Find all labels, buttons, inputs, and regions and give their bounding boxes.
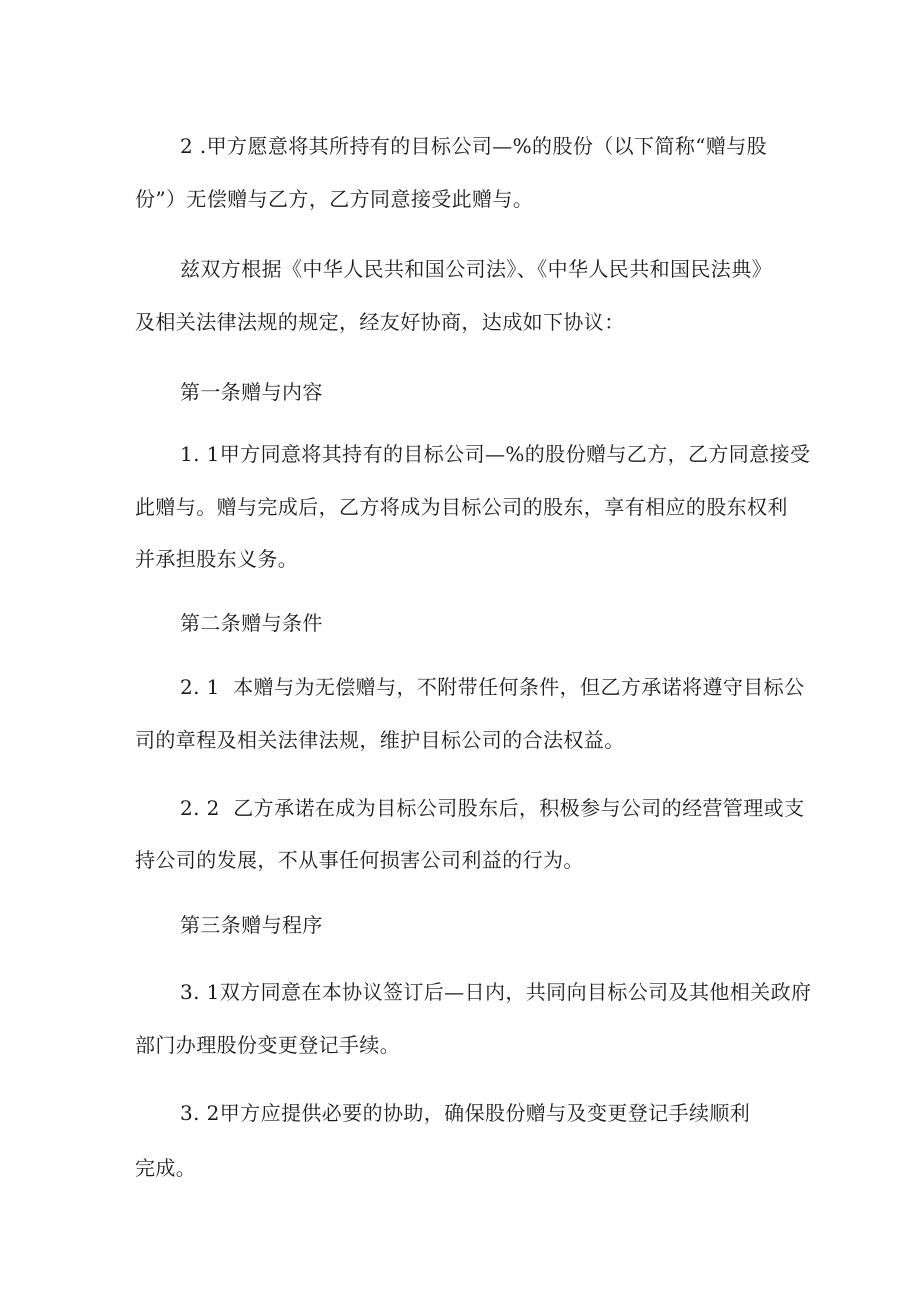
preamble-line-2: 及相关法律法规的规定，经友好协商，达成如下协议： (135, 310, 625, 334)
clause-1-1-line-2: 此赠与。赠与完成后，乙方将成为目标公司的股东，享有相应的股东权利 (135, 495, 788, 519)
article-3-heading: 第三条赠与程序 (180, 913, 323, 937)
clause-3-2-line-1: 3. 2甲方应提供必要的协助，确保股份赠与及变更登记手续顺利 (180, 1101, 751, 1125)
clause-2-2-line-2: 持公司的发展，不从事任何损害公司利益的行为。 (135, 848, 584, 872)
paragraph-2-line-1: 2 .甲方愿意将其所持有的目标公司—%的股份（以下简称“赠与股 (180, 134, 768, 158)
clause-1-1-line-3: 并承担股东义务。 (135, 547, 299, 571)
clause-2-1-line-1: 2. 1 本赠与为无偿赠与，不附带任何条件，但乙方承诺将遵守目标公 (180, 675, 805, 699)
clause-3-1-line-1: 3. 1双方同意在本协议签订后—日内，共同向目标公司及其他相关政府 (180, 980, 812, 1004)
clause-3-2-line-2: 完成。 (135, 1156, 197, 1180)
paragraph-2-line-2: 份”）无偿赠与乙方，乙方同意接受此赠与。 (135, 187, 534, 211)
clause-3-1-line-2: 部门办理股份变更登记手续。 (135, 1033, 401, 1057)
article-1-heading: 第一条赠与内容 (180, 380, 323, 404)
clause-2-1-line-2: 司的章程及相关法律法规，维护目标公司的合法权益。 (135, 728, 625, 752)
clause-2-2-line-1: 2. 2 乙方承诺在成为目标公司股东后，积极参与公司的经营管理或支 (180, 796, 805, 820)
article-2-heading: 第二条赠与条件 (180, 611, 323, 635)
preamble-line-1: 兹双方根据《中华人民共和国公司法》、《中华人民共和国民法典》 (180, 257, 772, 281)
clause-1-1-line-1: 1. 1甲方同意将其持有的目标公司—%的股份赠与乙方，乙方同意接受 (180, 442, 811, 466)
